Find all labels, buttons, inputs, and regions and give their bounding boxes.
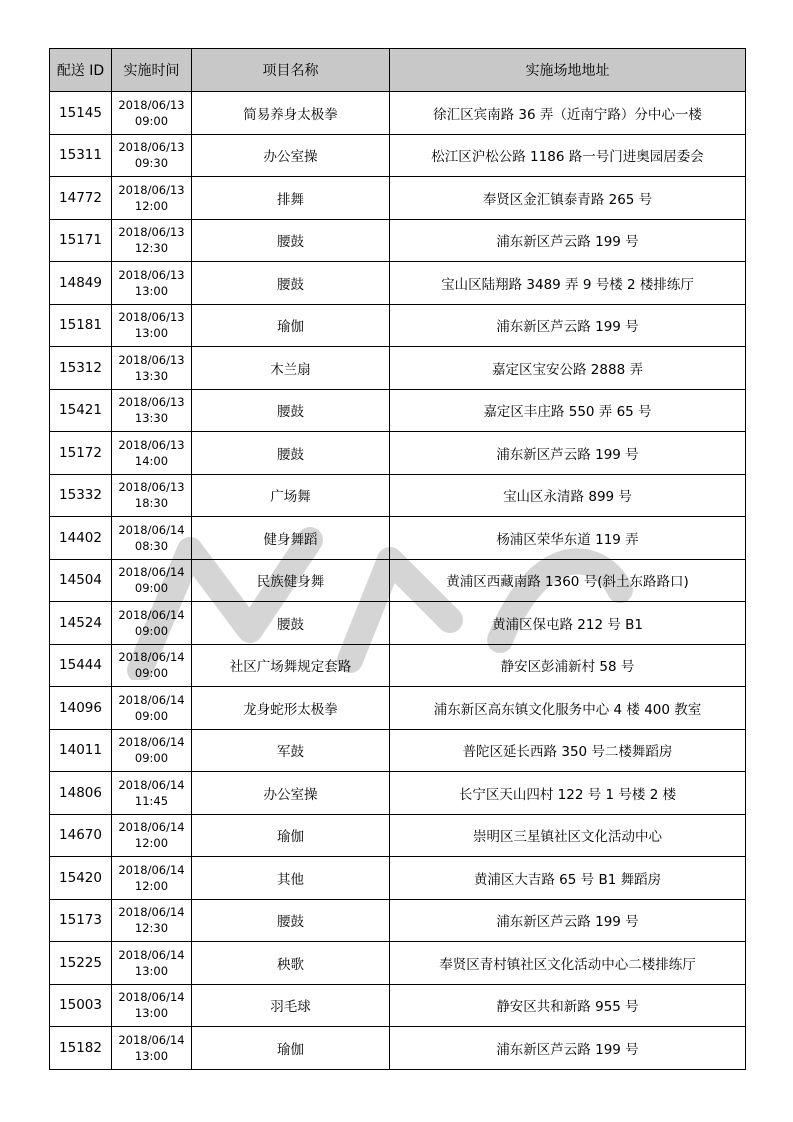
cell-date-text: 2018/06/13 — [118, 267, 185, 282]
cell-project: 其他 — [192, 857, 390, 900]
cell-clock-text: 09:00 — [134, 113, 169, 128]
cell-clock-text: 08:30 — [134, 538, 169, 553]
cell-time — [112, 134, 192, 177]
cell-time — [112, 559, 192, 602]
cell-time — [112, 899, 192, 942]
cell-date-text: 2018/06/14 — [118, 565, 185, 580]
table-row — [50, 92, 746, 135]
cell-clock-text: 14:00 — [134, 453, 169, 468]
cell-clock-text: 09:00 — [134, 623, 169, 638]
cell-address: 宝山区陆翔路 3489 弄 9 号楼 2 楼排练厅 — [390, 262, 746, 305]
cell-project: 腰鼓 — [192, 262, 390, 305]
cell-clock-text: 09:30 — [134, 156, 169, 171]
cell-time — [112, 219, 192, 262]
cell-date-text: 2018/06/14 — [118, 522, 185, 537]
cell-address: 静安区共和新路 955 号 — [390, 984, 746, 1027]
table-row — [50, 644, 746, 687]
cell-clock-text: 09:00 — [134, 751, 169, 766]
cell-project: 瑜伽 — [192, 814, 390, 857]
cell-date-text: 2018/06/14 — [118, 905, 185, 920]
table-row — [50, 474, 746, 517]
cell-id: 15181 — [50, 304, 112, 347]
cell-clock-text: 11:45 — [134, 793, 169, 808]
cell-time — [112, 474, 192, 517]
cell-time — [112, 389, 192, 432]
table-row — [50, 857, 746, 900]
cell-project: 秧歌 — [192, 942, 390, 985]
cell-id: 14402 — [50, 517, 112, 560]
cell-date-text: 2018/06/14 — [118, 607, 185, 622]
cell-clock-text: 09:00 — [134, 666, 169, 681]
cell-address: 松江区沪松公路 1186 路一号门进奥园居委会 — [390, 134, 746, 177]
cell-address: 长宁区天山四村 122 号 1 号楼 2 楼 — [390, 772, 746, 815]
cell-id: 15421 — [50, 389, 112, 432]
cell-id: 14011 — [50, 729, 112, 772]
cell-id: 14849 — [50, 262, 112, 305]
cell-project: 瑜伽 — [192, 1027, 390, 1070]
cell-project: 军鼓 — [192, 729, 390, 772]
cell-date-text: 2018/06/13 — [118, 97, 185, 112]
cell-time — [112, 92, 192, 135]
cell-clock-text: 12:00 — [134, 878, 169, 893]
cell-clock-text: 12:00 — [134, 836, 169, 851]
cell-time — [112, 432, 192, 475]
cell-id: 14504 — [50, 559, 112, 602]
cell-clock-text: 09:00 — [134, 708, 169, 723]
cell-id: 15173 — [50, 899, 112, 942]
table-row — [50, 687, 746, 730]
table-row — [50, 1027, 746, 1070]
cell-id: 15311 — [50, 134, 112, 177]
cell-id: 14806 — [50, 772, 112, 815]
table-row — [50, 517, 746, 560]
cell-id: 15003 — [50, 984, 112, 1027]
table-row — [50, 389, 746, 432]
cell-address: 黄浦区大吉路 65 号 B1 舞蹈房 — [390, 857, 746, 900]
cell-clock-text: 13:00 — [134, 1006, 169, 1021]
header-row — [50, 49, 746, 92]
cell-time — [112, 1027, 192, 1070]
cell-id: 15225 — [50, 942, 112, 985]
cell-date-text: 2018/06/13 — [118, 352, 185, 367]
cell-address: 黄浦区保屯路 212 号 B1 — [390, 602, 746, 645]
cell-date-text: 2018/06/14 — [118, 650, 185, 665]
cell-address: 浦东新区芦云路 199 号 — [390, 219, 746, 262]
cell-address: 普陀区延长西路 350 号二楼舞蹈房 — [390, 729, 746, 772]
table-header — [50, 49, 746, 92]
cell-date-text: 2018/06/13 — [118, 182, 185, 197]
cell-clock-text: 18:30 — [134, 496, 169, 511]
cell-time — [112, 984, 192, 1027]
cell-time — [112, 517, 192, 560]
table-row — [50, 432, 746, 475]
cell-address: 嘉定区丰庄路 550 弄 65 号 — [390, 389, 746, 432]
cell-project: 健身舞蹈 — [192, 517, 390, 560]
cell-date-text: 2018/06/14 — [118, 990, 185, 1005]
cell-project: 办公室操 — [192, 772, 390, 815]
cell-date-text: 2018/06/13 — [118, 140, 185, 155]
cell-project: 木兰扇 — [192, 347, 390, 390]
cell-time — [112, 644, 192, 687]
table-body — [50, 92, 746, 1070]
header-address: 实施场地地址 — [390, 49, 746, 92]
cell-date-text: 2018/06/13 — [118, 310, 185, 325]
schedule-table — [49, 48, 746, 1070]
cell-id: 15171 — [50, 219, 112, 262]
cell-clock-text: 12:30 — [134, 241, 169, 256]
cell-address: 浦东新区芦云路 199 号 — [390, 1027, 746, 1070]
cell-clock-text: 13:00 — [134, 326, 169, 341]
cell-address: 崇明区三星镇社区文化活动中心 — [390, 814, 746, 857]
cell-date-text: 2018/06/14 — [118, 820, 185, 835]
cell-clock-text: 13:30 — [134, 411, 169, 426]
cell-date-text: 2018/06/14 — [118, 1032, 185, 1047]
cell-clock-text: 09:00 — [134, 581, 169, 596]
header-time: 实施时间 — [112, 49, 192, 92]
cell-clock-text: 13:30 — [134, 368, 169, 383]
cell-address: 嘉定区宝安公路 2888 弄 — [390, 347, 746, 390]
table-row — [50, 177, 746, 220]
cell-date-text: 2018/06/13 — [118, 225, 185, 240]
cell-address: 静安区彭浦新村 58 号 — [390, 644, 746, 687]
cell-id: 14772 — [50, 177, 112, 220]
table-row — [50, 219, 746, 262]
table-row — [50, 772, 746, 815]
cell-time — [112, 857, 192, 900]
cell-date-text: 2018/06/14 — [118, 862, 185, 877]
cell-time — [112, 304, 192, 347]
cell-time — [112, 942, 192, 985]
cell-project: 社区广场舞规定套路 — [192, 644, 390, 687]
cell-clock-text: 12:00 — [134, 198, 169, 213]
cell-clock-text: 13:00 — [134, 963, 169, 978]
cell-project: 腰鼓 — [192, 219, 390, 262]
cell-clock-text: 12:30 — [134, 921, 169, 936]
table-row — [50, 984, 746, 1027]
header-project: 项目名称 — [192, 49, 390, 92]
cell-date-text: 2018/06/14 — [118, 777, 185, 792]
header-id: 配送 ID — [50, 49, 112, 92]
table-row — [50, 347, 746, 390]
cell-clock-text: 13:00 — [134, 283, 169, 298]
cell-project: 龙身蛇形太极拳 — [192, 687, 390, 730]
table-row — [50, 814, 746, 857]
cell-address: 黄浦区西藏南路 1360 号(斜土东路路口) — [390, 559, 746, 602]
cell-date-text: 2018/06/13 — [118, 395, 185, 410]
cell-project: 腰鼓 — [192, 432, 390, 475]
table-row — [50, 899, 746, 942]
cell-id: 15182 — [50, 1027, 112, 1070]
cell-date-text: 2018/06/13 — [118, 480, 185, 495]
cell-address: 浦东新区高东镇文化服务中心 4 楼 400 教室 — [390, 687, 746, 730]
cell-time — [112, 602, 192, 645]
cell-time — [112, 262, 192, 305]
cell-address: 浦东新区芦云路 199 号 — [390, 899, 746, 942]
cell-project: 简易养身太极拳 — [192, 92, 390, 135]
table-row — [50, 304, 746, 347]
cell-address: 杨浦区荣华东道 119 弄 — [390, 517, 746, 560]
cell-id: 14524 — [50, 602, 112, 645]
cell-id: 15444 — [50, 644, 112, 687]
cell-project: 广场舞 — [192, 474, 390, 517]
cell-project: 腰鼓 — [192, 899, 390, 942]
cell-project: 民族健身舞 — [192, 559, 390, 602]
cell-id: 15420 — [50, 857, 112, 900]
table-row — [50, 559, 746, 602]
table-row — [50, 602, 746, 645]
cell-id: 15312 — [50, 347, 112, 390]
cell-date-text: 2018/06/13 — [118, 437, 185, 452]
cell-time — [112, 177, 192, 220]
cell-project: 腰鼓 — [192, 389, 390, 432]
cell-id: 14096 — [50, 687, 112, 730]
cell-date-text: 2018/06/14 — [118, 947, 185, 962]
cell-address: 宝山区永清路 899 号 — [390, 474, 746, 517]
cell-address: 浦东新区芦云路 199 号 — [390, 304, 746, 347]
table-row — [50, 134, 746, 177]
cell-address: 浦东新区芦云路 199 号 — [390, 432, 746, 475]
cell-time — [112, 347, 192, 390]
cell-date-text: 2018/06/14 — [118, 735, 185, 750]
cell-clock-text: 13:00 — [134, 1048, 169, 1063]
cell-project: 羽毛球 — [192, 984, 390, 1027]
cell-project: 腰鼓 — [192, 602, 390, 645]
cell-id: 15332 — [50, 474, 112, 517]
table-row — [50, 729, 746, 772]
cell-time — [112, 687, 192, 730]
cell-date-text: 2018/06/14 — [118, 692, 185, 707]
cell-id: 14670 — [50, 814, 112, 857]
table-row — [50, 942, 746, 985]
cell-project: 排舞 — [192, 177, 390, 220]
cell-address: 徐汇区宾南路 36 弄（近南宁路）分中心一楼 — [390, 92, 746, 135]
cell-project: 瑜伽 — [192, 304, 390, 347]
cell-id: 15145 — [50, 92, 112, 135]
cell-address: 奉贤区金汇镇泰青路 265 号 — [390, 177, 746, 220]
cell-project: 办公室操 — [192, 134, 390, 177]
cell-time — [112, 772, 192, 815]
cell-time — [112, 814, 192, 857]
cell-id: 15172 — [50, 432, 112, 475]
table-row — [50, 262, 746, 305]
cell-address: 奉贤区青村镇社区文化活动中心二楼排练厅 — [390, 942, 746, 985]
cell-time — [112, 729, 192, 772]
